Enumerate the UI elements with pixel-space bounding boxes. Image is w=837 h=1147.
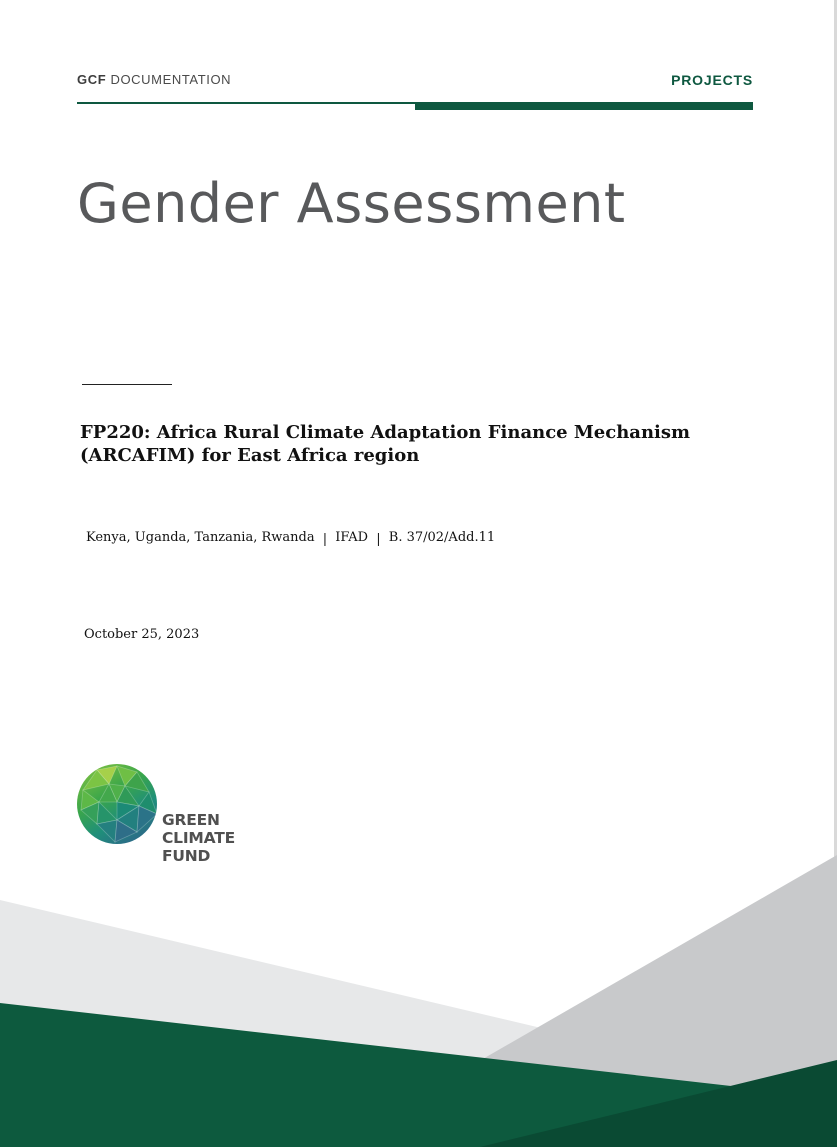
project-title: FP220: Africa Rural Climate Adaptation Finance Mechanism (ARCAFIM) for East Africa region [80, 422, 691, 466]
header-rule-thin [77, 102, 417, 104]
header-section: DOCUMENTATION [110, 72, 232, 87]
meta-entity: IFAD [335, 530, 369, 545]
header-org: GCF [77, 72, 107, 87]
header-category: PROJECTS [671, 72, 753, 88]
logo-line-3: FUND [162, 847, 211, 865]
header-rule-thick [415, 102, 753, 110]
gcf-geodesic-globe-icon [75, 762, 159, 846]
logo-line-2: CLIMATE [162, 829, 235, 847]
title-divider [82, 384, 172, 385]
logo-line-1: GREEN [162, 811, 220, 829]
meta-separator: | [376, 532, 381, 547]
document-meta [86, 530, 495, 545]
meta-separator: | [322, 532, 328, 547]
decorative-background-shapes [0, 850, 837, 1147]
document-date: October 25, 2023 [84, 627, 200, 642]
header-doc-label [77, 72, 231, 87]
meta-countries: Kenya, Uganda, Tanzania, Rwanda [86, 530, 315, 545]
document-title: Gender Assessment [77, 172, 626, 235]
meta-board-ref: B. 37/02/Add.11 [388, 530, 496, 545]
